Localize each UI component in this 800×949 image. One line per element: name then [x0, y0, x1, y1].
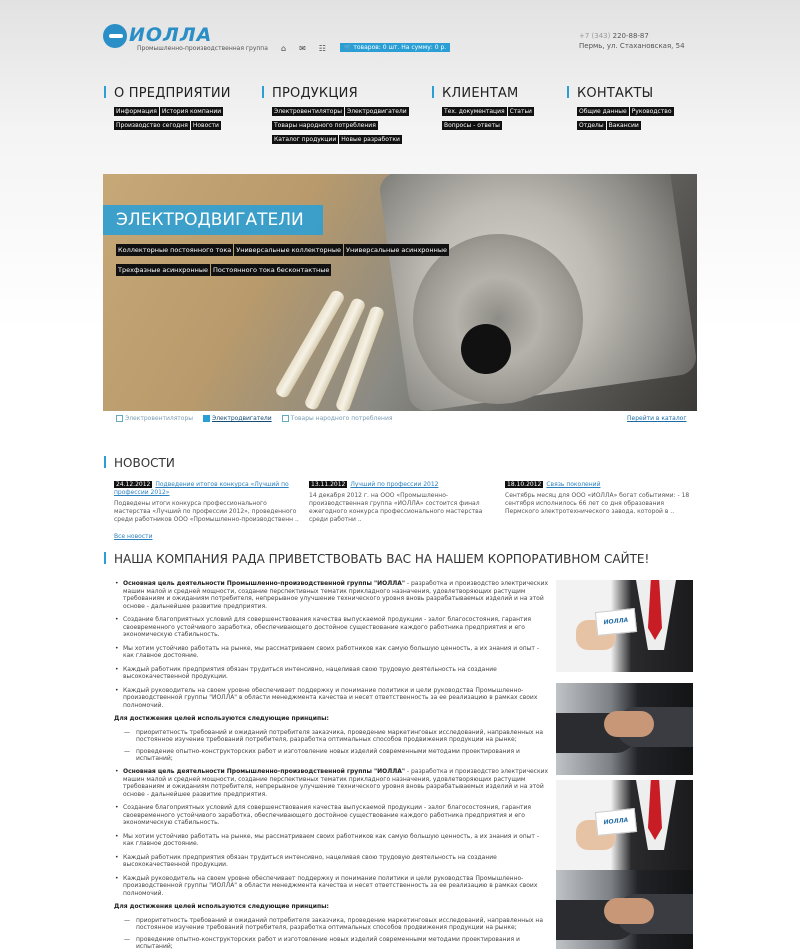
hero-category[interactable]: Трехфазные асинхронные — [118, 266, 208, 274]
menu-accent-bar — [262, 86, 264, 98]
news-item — [505, 481, 695, 516]
menu-about — [104, 86, 254, 135]
hero-switcher — [116, 415, 392, 422]
news-headline[interactable]: Связь поколений — [546, 481, 601, 488]
news-item — [114, 481, 304, 524]
menu-link[interactable]: Новости — [192, 122, 219, 129]
menu-title[interactable]: ПРОДУКЦИЯ — [272, 86, 358, 101]
principle-item: — проведение опытно-конструкторских работ и изготовление новых изделий современными методами проектирования и испытаний; — [114, 748, 550, 763]
menu-title[interactable]: О ПРЕДПРИЯТИИ — [114, 86, 231, 101]
list-item: • Каждый руководитель на своем уровне обеспечивает поддержку и понимание политики и цели руководства Промышленно-производственной группы "ИОЛЛА" в области менеджмента качества и несет ответственность за ее реализацию в рамках своих полномочий. — [114, 687, 550, 710]
menu-products — [262, 86, 417, 149]
menu-link[interactable]: Вакансии — [608, 122, 639, 129]
cart-summary[interactable] — [340, 43, 450, 52]
hero-category[interactable]: Универсальные коллекторные — [236, 246, 342, 254]
logo[interactable] — [103, 22, 268, 56]
home-icon[interactable]: ⌂ — [281, 44, 287, 53]
section-accent-bar — [104, 552, 106, 564]
address: Пермь, ул. Стахановская, 54 — [579, 42, 685, 50]
list-item — [114, 580, 550, 610]
menu-link[interactable]: Каталог продукции — [274, 136, 337, 143]
list-item: • Каждый руководитель на своем уровне обеспечивает поддержку и понимание политики и цели руководства Промышленно-производственной группы "ИОЛЛА" в области менеджмента качества и несет ответственность за ее реализацию в рамках своих полномочий. — [114, 875, 550, 898]
goal-text: - разработка и производство электрических машин малой и средней мощности, создание перспективных тематик прикладного назначения, удовлетворяющих растущим требованиям и ожиданиям потребителя, непрерывное улучшение технического уровня вновь разрабатываемых изделий и на этой основе - дальнейшее развитие предприятия. — [123, 580, 549, 610]
mail-icon[interactable]: ✉ — [299, 44, 306, 53]
news-date: 13.11.2012 — [311, 481, 346, 488]
menu-link[interactable]: Электровентиляторы — [274, 108, 343, 115]
switch-item[interactable]: Товары народного потребления — [282, 415, 393, 422]
logo-mark-icon — [103, 24, 127, 48]
welcome-text-block — [114, 580, 550, 767]
menu-link[interactable]: Производство сегодня — [116, 122, 188, 129]
goal-text: - разработка и производство электрических машин малой и средней мощности, создание перспективных тематик прикладного назначения, удовлетворяющих растущим требованиям и ожиданиям потребителя, непрерывное улучшение технического уровня вновь разрабатываемых изделий и на этой основе - дальнейшее развитие предприятия. — [123, 768, 549, 798]
list-item: • Мы хотим устойчиво работать на рынке, мы рассматриваем своих работников как самую большую ценность, а их знания и опыт - как главное достояние. — [114, 833, 550, 848]
news-title: НОВОСТИ — [114, 456, 175, 470]
news-body: Сентябрь месяц для ООО «ИОЛЛА» богат событиями: - 18 сентября исполнилось 66 лет со дня образования Пермского электротехнического завода, которой в .. — [505, 492, 690, 515]
menu-link[interactable]: История компании — [161, 108, 222, 115]
menu-accent-bar — [432, 86, 434, 98]
motor-shaft-image — [461, 324, 511, 374]
handshake-photo — [556, 870, 693, 949]
news-body: 14 декабря 2012 г. на ООО «Промышленно-производственная группа «ИОЛЛА» состоится финал ежегодного конкурса профессионального мастерства среди работни .. — [309, 492, 483, 523]
handshake-photo — [556, 683, 693, 775]
list-item: • Мы хотим устойчиво работать на рынке, мы рассматриваем своих работников как самую большую ценность, а их знания и опыт - как главное достояние. — [114, 645, 550, 660]
principle-item: — приоритетность требований и ожиданий потребителя заказчика, проведение маркетинговых исследований, направленных на постоянное изучение требований потребителя, разработка оптимальных способов продвижения продукции на рынке; — [114, 729, 550, 744]
phone-prefix: +7 (343) — [579, 32, 611, 40]
hero-category[interactable]: Коллекторные постоянного тока — [118, 246, 232, 254]
catalog-link[interactable]: Перейти в каталог — [627, 415, 687, 422]
switch-item[interactable]: Электровентиляторы — [116, 415, 193, 422]
menu-link[interactable]: Руководство — [631, 108, 672, 115]
logo-text: ИОЛЛА — [129, 24, 213, 46]
list-item: • Каждый работник предприятия обязан трудиться интенсивно, нацеливая свою трудовую деятельность на создание высококачественной продукции. — [114, 854, 550, 869]
principle-item: — приоритетность требований и ожиданий потребителя заказчика, проведение маркетинговых исследований, направленных на постоянное изучение требований потребителя, разработка оптимальных способов продвижения продукции на рынке; — [114, 917, 550, 932]
contact-info — [579, 31, 685, 51]
menu-accent-bar — [104, 86, 106, 98]
news-date: 18.10.2012 — [507, 481, 542, 488]
menu-link[interactable]: Вопросы - ответы — [444, 122, 500, 129]
business-card-photo — [556, 780, 693, 872]
cart-text: товаров: 0 шт. На сумму: 0 р. — [353, 44, 447, 51]
hero-title: ЭЛЕКТРОДВИГАТЕЛИ — [103, 205, 323, 235]
switch-item-active[interactable]: Электродвигатели — [203, 415, 272, 422]
list-item: • Создание благоприятных условий для совершенствования качества выпускаемой продукции - залог благосостояния, гарантия своевременного устойчивого заработка, обеспечивающего достойное существование каждого работника предприятия и его экономическую стабильность. — [114, 616, 550, 639]
goal-bold: Основная цель деятельности Промышленно-производственной группы "ИОЛЛА" — [123, 580, 406, 587]
menu-link[interactable]: Отделы — [579, 122, 604, 129]
hero-category[interactable]: Универсальные асинхронные — [346, 246, 448, 254]
news-body: Подведены итоги конкурса профессионального мастерства «Лучший по профессии 2012», проведенного среди работников ООО «Промышленно-производственн .. — [114, 500, 299, 523]
news-headline[interactable]: Подведение итогов конкурса «Лучший по профессии 2012» — [114, 481, 289, 496]
menu-link[interactable]: Общие данные — [579, 108, 627, 115]
cart-icon: 🛒 — [344, 44, 354, 51]
card-logo: ИОЛЛА — [595, 808, 637, 836]
list-item: • Создание благоприятных условий для совершенствования качества выпускаемой продукции - залог благосостояния, гарантия своевременного устойчивого заработка, обеспечивающего достойное существование каждого работника предприятия и его экономическую стабильность. — [114, 804, 550, 827]
section-accent-bar — [104, 456, 106, 468]
menu-link[interactable]: Новые разработки — [341, 136, 400, 143]
news-item — [309, 481, 499, 524]
phone: 220-88-87 — [612, 32, 649, 40]
hero-categories — [116, 244, 516, 284]
menu-link[interactable]: Информация — [116, 108, 157, 115]
logo-subtitle: Промышленно-производственная группа — [137, 45, 268, 52]
card-logo: ИОЛЛА — [595, 608, 637, 636]
menu-contacts — [567, 86, 702, 135]
business-card-photo — [556, 580, 693, 672]
menu-clients — [432, 86, 562, 135]
welcome-text-block — [114, 768, 550, 949]
menu-title[interactable]: КЛИЕНТАМ — [442, 86, 519, 101]
menu-link[interactable]: Электродвигатели — [347, 108, 407, 115]
news-date: 24.12.2012 — [116, 481, 151, 488]
menu-link[interactable]: Статьи — [509, 108, 532, 115]
news-headline[interactable]: Лучший по профессии 2012 — [350, 481, 439, 488]
menu-link[interactable]: Тех. документация — [444, 108, 505, 115]
list-item — [114, 768, 550, 798]
sitemap-icon[interactable]: ☷ — [318, 44, 326, 53]
menu-link[interactable]: Товары народного потребления — [274, 122, 376, 129]
hero-banner — [103, 174, 697, 411]
principles-heading: Для достижения целей используются следующие принципы: — [114, 903, 329, 910]
principles-heading: Для достижения целей используются следующие принципы: — [114, 715, 329, 722]
welcome-title: НАША КОМПАНИЯ РАДА ПРИВЕТСТВОВАТЬ ВАС НА НАШЕМ КОРПОРАТИВНОМ САЙТЕ! — [114, 552, 650, 566]
goal-bold: Основная цель деятельности Промышленно-производственной группы "ИОЛЛА" — [123, 768, 406, 775]
all-news-link[interactable]: Все новости — [114, 533, 153, 540]
hero-category[interactable]: Постоянного тока бесконтактные — [213, 266, 330, 274]
top-icons — [281, 44, 326, 53]
menu-accent-bar — [567, 86, 569, 98]
list-item: • Каждый работник предприятия обязан трудиться интенсивно, нацеливая свою трудовую деятельность на создание высококачественной продукции. — [114, 666, 550, 681]
principle-item: — проведение опытно-конструкторских работ и изготовление новых изделий современными методами проектирования и испытаний; — [114, 936, 550, 949]
menu-title[interactable]: КОНТАКТЫ — [577, 86, 654, 101]
